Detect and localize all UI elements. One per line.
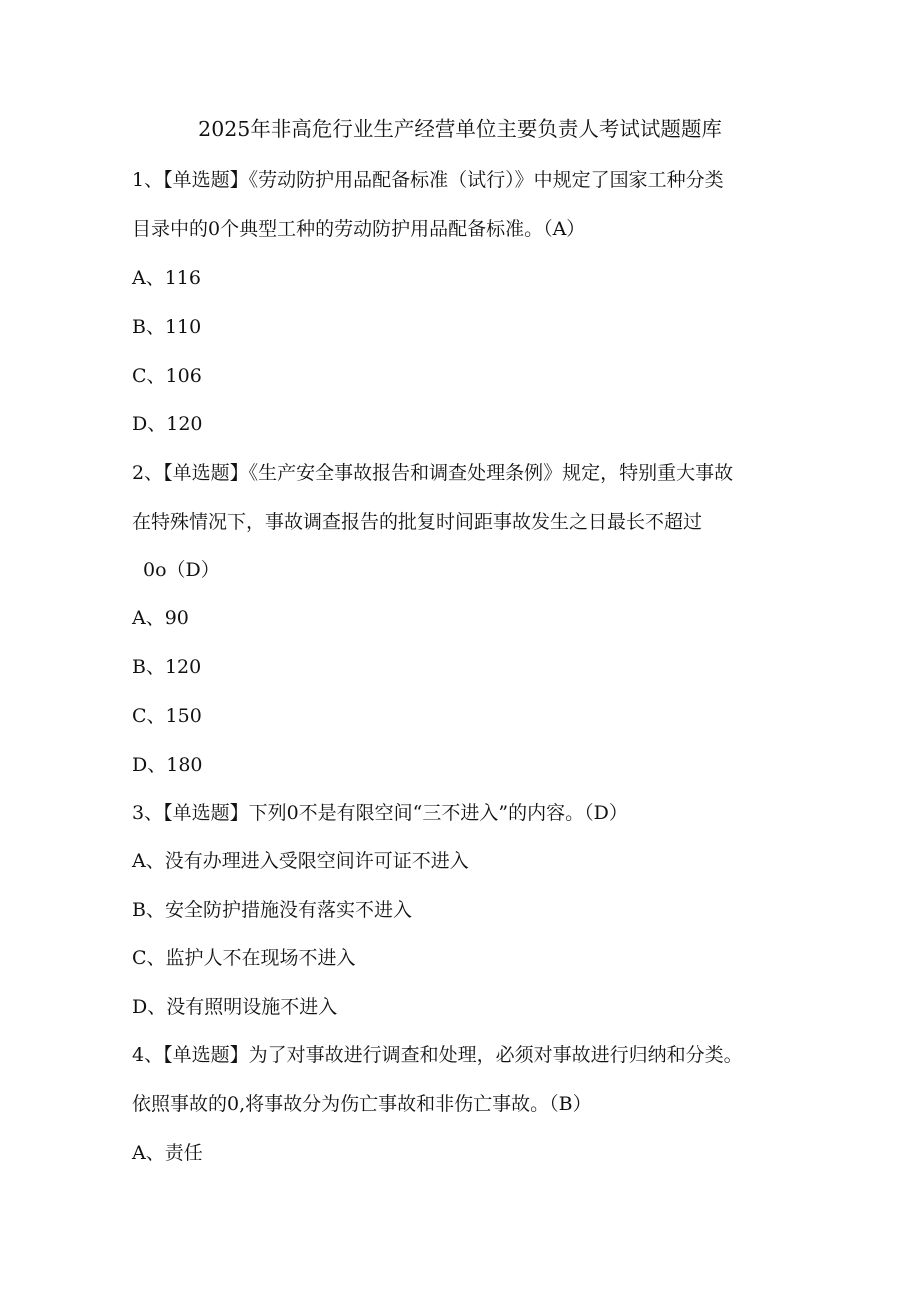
- question-1-stem-line-1: 1、【单选题】《劳动防护用品配备标准（试行）》中规定了国家工种分类: [132, 169, 724, 191]
- question-2-option-d: D、180: [132, 754, 203, 776]
- question-3-option-b: B、安全防护措施没有落实不进入: [132, 899, 412, 921]
- question-2-stem-line-3: 0o（D）: [143, 559, 220, 581]
- question-1-option-a: A、116: [132, 267, 201, 289]
- question-1-option-d: D、120: [132, 413, 203, 435]
- question-3-option-a: A、没有办理进入受限空间许可证不进入: [132, 850, 469, 872]
- document-title: 2025年非高危行业生产经营单位主要负责人考试试题题库: [198, 117, 722, 141]
- question-4-stem-line-2: 依照事故的0,将事故分为伤亡事故和非伤亡事故。（B）: [132, 1093, 592, 1115]
- question-2-option-b: B、120: [132, 656, 202, 678]
- question-1-option-c: C、106: [132, 365, 202, 387]
- question-3-option-d: D、没有照明设施不进入: [132, 996, 338, 1018]
- question-2-option-a: A、90: [132, 607, 189, 629]
- question-2-stem-line-2: 在特殊情况下，事故调查报告的批复时间距事故发生之日最长不超过: [132, 511, 703, 533]
- question-2-option-c: C、150: [132, 705, 202, 727]
- question-3-stem-line-1: 3、【单选题】下列0不是有限空间“三不进入”的内容。（D）: [132, 802, 628, 824]
- question-4-option-a: A、责任: [132, 1142, 203, 1164]
- question-1-stem-line-2: 目录中的0个典型工种的劳动防护用品配备标准。（A）: [132, 218, 586, 240]
- question-3-option-c: C、监护人不在现场不进入: [132, 947, 356, 969]
- question-4-stem-line-1: 4、【单选题】为了对事故进行调查和处理，必须对事故进行归纳和分类。: [132, 1044, 743, 1066]
- question-1-option-b: B、110: [132, 316, 202, 338]
- question-2-stem-line-1: 2、【单选题】《生产安全事故报告和调查处理条例》规定，特别重大事故: [132, 462, 734, 484]
